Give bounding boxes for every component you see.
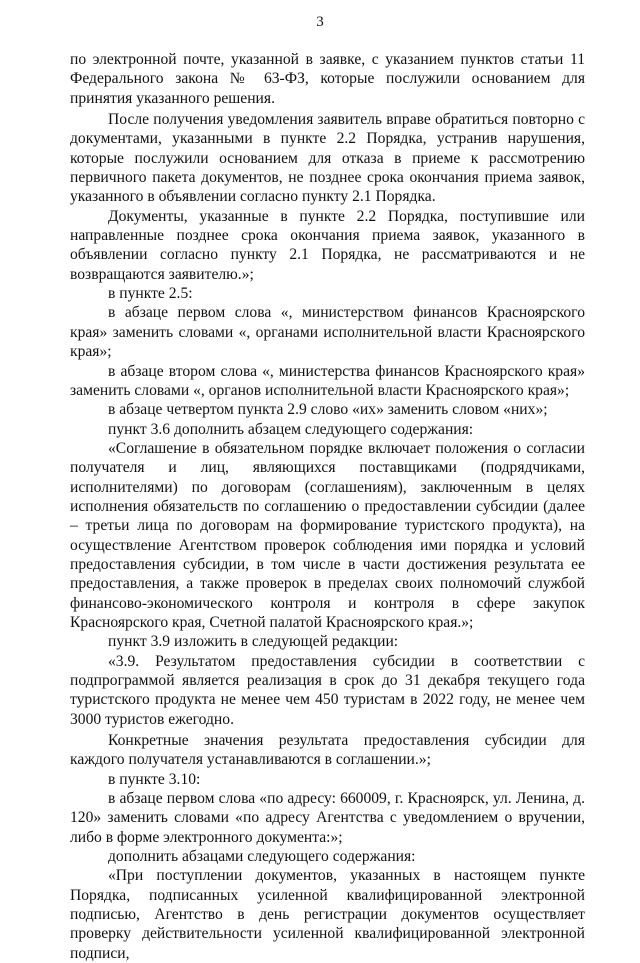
paragraph-5: в абзаце первом слова «, министерством финансов Красноярского края» заменить словами «, органами исполнительной власти Красноярского края»; (70, 304, 585, 361)
paragraph-1: по электронной почте, указанной в заявке, с указанием пунктов статьи 11 Федерального закона № 63-ФЗ, которые послужили основанием для принятия указанного решения. (70, 51, 585, 107)
paragraph-13: в пункте 3.10: (108, 770, 201, 788)
paragraph-7: в абзаце четвертом пункта 2.9 слово «их» заменить словом «них»; (108, 401, 548, 419)
page-number: 3 (316, 14, 324, 30)
paragraph-14: в абзаце первом слова «по адресу: 660009, г. Красноярск, ул. Ленина, д. 120» заменить словами «по адресу Агентства с уведомлением о вручении, либо в форме электронного документа:»; (70, 790, 585, 846)
paragraph-15: дополнить абзацами следующего содержания: (108, 848, 416, 866)
paragraph-8: пункт 3.6 дополнить абзацем следующего содержания: (108, 420, 474, 438)
paragraph-3: Документы, указанные в пункте 2.2 Порядка, поступившие или направленные позднее срока окончания приема заявок, указанного в объявлении согласно пункту 2.1 Порядка, не рассматриваются и не возвращаются заявителю.»; (70, 207, 585, 283)
paragraph-9: «Соглашение в обязательном порядке включает положения о согласии получателя и лиц, являющихся поставщиками (подрядчиками, исполнителями) по договорам (соглашениям), заключенным в целях исполнения обязательств по соглашению о предоставлении субсидии (далее – третьи лица по договорам на формирование туристского продукта), на осуществление Агентством проверок соблюдения ими порядка и условий предоставления субсидии, в том числе в части достижения результата ее предоставления, а также проверок в пределах своих полномочий службой финансово-экономического контроля и контроля в сфере закупок Красноярского края, Счетной палатой Красноярского края.»; (70, 439, 585, 631)
paragraph-10: пункт 3.9 изложить в следующей редакции: (108, 633, 399, 651)
paragraph-2: После получения уведомления заявитель вправе обратиться повторно с документами, указанными в пункте 2.2 Порядка, устранив нарушения, которые послужили основанием для отказа в приеме к рассмотрению первичного пакета документов, не позднее срока окончания приема заявок, указанного в объявлении согласно пункту 2.1 Порядка. (70, 111, 585, 206)
paragraph-11: «3.9. Результатом предоставления субсидии в соответствии с подпрограммой является реализация в срок до 31 декабря текущего года туристского продукта не менее чем 450 туристам в 2022 году, не менее чем 3000 туристов ежегодно. (70, 652, 585, 728)
paragraph-12: Конкретные значения результата предоставления субсидии для каждого получателя устанавливаются в соглашении.»; (70, 732, 585, 769)
paragraph-6: в абзаце втором слова «, министерства финансов Красноярского края» заменить словами «, органов исполнительной власти Красноярского края»; (70, 362, 585, 399)
document-body (70, 50, 585, 963)
paragraph-4: в пункте 2.5: (108, 285, 193, 303)
paragraph-16: «При поступлении документов, указанных в настоящем пункте Порядка, подписанных усиленной квалифицированной электронной подписью, Агентство в день регистрации документов осуществляет проверку действительности усиленной квалифицированной электронной подписи, (70, 867, 585, 962)
